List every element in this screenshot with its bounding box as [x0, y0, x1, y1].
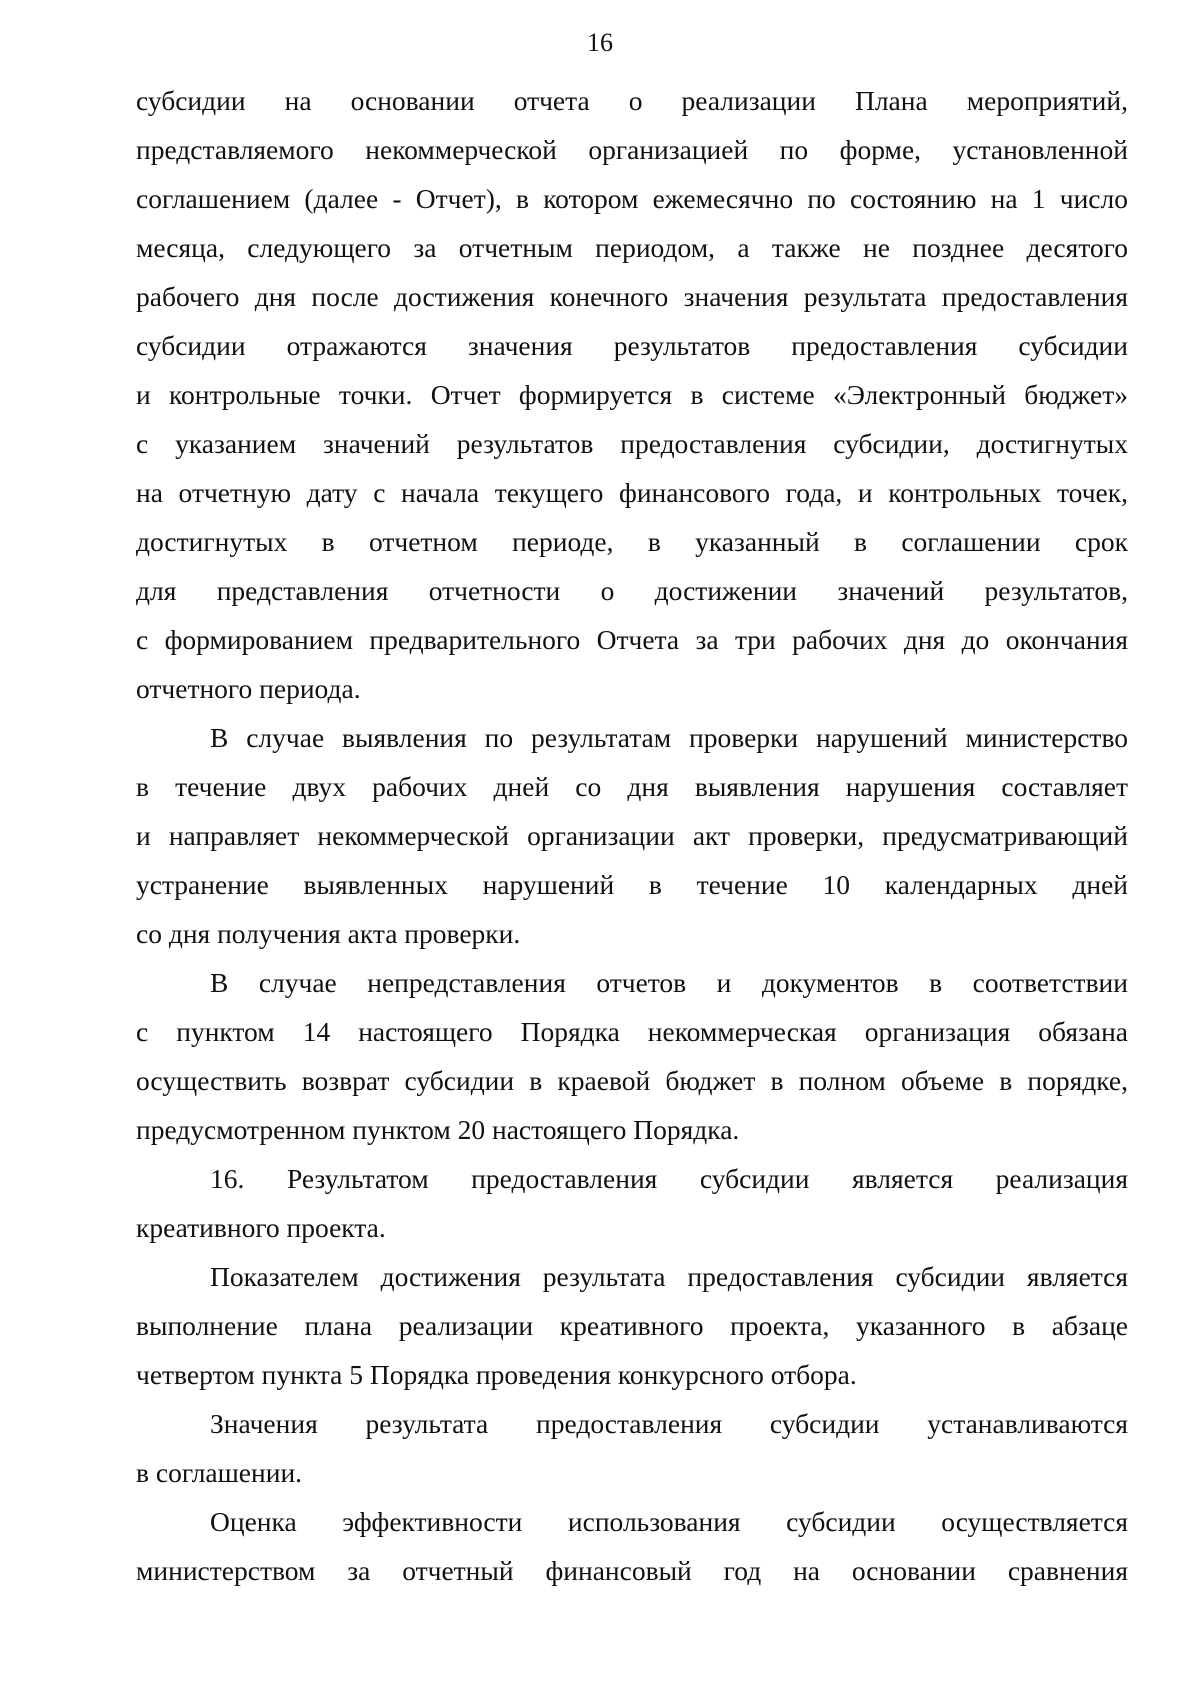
paragraph — [136, 76, 1128, 713]
text-line: Оценка эффективности использования субсидии осуществляется — [210, 1506, 1128, 1537]
text-line: креативного проекта. — [136, 1212, 386, 1243]
text-line: на отчетную дату с начала текущего финансового года, и контрольных точек, — [136, 477, 1128, 508]
text-line: осуществить возврат субсидии в краевой бюджет в полном объеме в порядке, — [136, 1065, 1128, 1096]
text-line: предусмотренном пунктом 20 настоящего Порядка. — [136, 1114, 740, 1145]
text-line: отчетного периода. — [136, 673, 361, 704]
text-line: в течение двух рабочих дней со дня выявления нарушения составляет — [136, 771, 1128, 802]
text-line: и контрольные точки. Отчет формируется в системе «Электронный бюджет» — [136, 379, 1128, 410]
text-line: устранение выявленных нарушений в течение 10 календарных дней — [136, 869, 1128, 900]
text-line: выполнение плана реализации креативного проекта, указанного в абзаце — [136, 1310, 1128, 1341]
text-line: с пунктом 14 настоящего Порядка некоммерческая организация обязана — [136, 1016, 1128, 1047]
text-line: субсидии на основании отчета о реализации Плана мероприятий, — [136, 85, 1128, 116]
text-line: В случае непредставления отчетов и документов в соответствии — [210, 967, 1128, 998]
text-line: В случае выявления по результатам проверки нарушений министерство — [210, 722, 1128, 753]
document-body — [136, 76, 1128, 1595]
text-line: с указанием значений результатов предоставления субсидии, достигнутых — [136, 428, 1128, 459]
text-line: со дня получения акта проверки. — [136, 918, 521, 949]
paragraph — [136, 1252, 1128, 1399]
paragraph — [136, 1399, 1128, 1497]
text-line: в соглашении. — [136, 1457, 303, 1488]
text-line: Значения результата предоставления субсидии устанавливаются — [210, 1408, 1128, 1439]
text-line: соглашением (далее - Отчет), в котором ежемесячно по состоянию на 1 число — [136, 183, 1128, 214]
paragraph — [136, 713, 1128, 958]
text-line: министерством за отчетный финансовый год на основании сравнения — [136, 1555, 1128, 1586]
paragraph — [136, 958, 1128, 1154]
text-line: рабочего дня после достижения конечного значения результата предоставления — [136, 281, 1128, 312]
text-line: с формированием предварительного Отчета за три рабочих дня до окончания — [136, 624, 1128, 655]
page-number: 16 — [587, 28, 613, 57]
text-line: месяца, следующего за отчетным периодом, а также не позднее десятого — [136, 232, 1128, 263]
text-line: Показателем достижения результата предоставления субсидии является — [210, 1261, 1128, 1292]
paragraph — [136, 1154, 1128, 1252]
text-line: достигнутых в отчетном периоде, в указанный в соглашении срок — [136, 526, 1128, 557]
text-line: для представления отчетности о достижении значений результатов, — [136, 575, 1128, 606]
text-line: субсидии отражаются значения результатов предоставления субсидии — [136, 330, 1128, 361]
text-line: 16. Результатом предоставления субсидии является реализация — [210, 1163, 1128, 1194]
text-line: и направляет некоммерческой организации акт проверки, предусматривающий — [136, 820, 1128, 851]
text-line: четвертом пункта 5 Порядка проведения конкурсного отбора. — [136, 1359, 857, 1390]
paragraph — [136, 1497, 1128, 1595]
text-line: представляемого некоммерческой организацией по форме, установленной — [136, 134, 1128, 165]
